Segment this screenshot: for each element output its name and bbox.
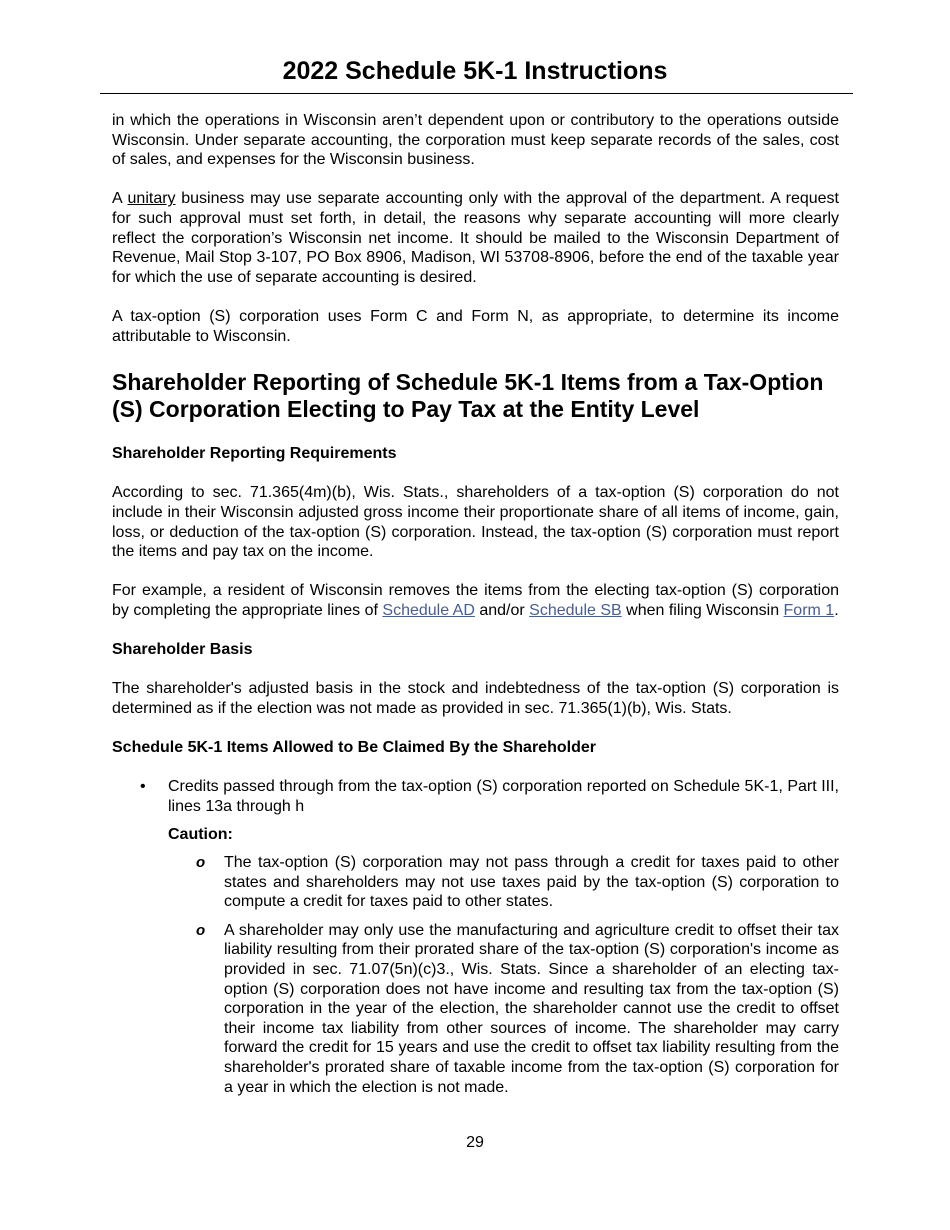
caution-text: A shareholder may only use the manufacturing and agriculture credit to offset their tax liability resulting from their prorated share of the tax-option (S) corporation's income as provided in sec. 71.07(5n)(c)3., Wis. Stats. Since a shareholder of an electing tax-option (S) corporation does not have income and resulting tax from the tax-option (S) corporation in the year of the election, the shareholder cannot use the credit to offset their income tax liability from other sources of income. The shareholder may carry forward the credit for 15 years and use the credit to offset tax liability resulting from the shareholder's prorated share of taxable income from the tax-option (S) corporation for a year in which the election is not made. [224, 921, 839, 1096]
reporting-requirements-heading: Shareholder Reporting Requirements [112, 445, 397, 463]
sub-bullet-icon: o [196, 921, 206, 939]
schedule-sb-link[interactable]: Schedule SB [529, 601, 622, 619]
header-divider [100, 93, 853, 94]
intro-paragraph-2 [112, 189, 839, 287]
allowed-items-heading: Schedule 5K-1 Items Allowed to Be Claimed By the Shareholder [112, 739, 596, 757]
text-fragment: . [834, 601, 839, 619]
list-item [112, 777, 839, 816]
reporting-paragraph-1: According to sec. 71.365(4m)(b), Wis. Stats., shareholders of a tax-option (S) corporation do not include in their Wisconsin adjusted gross income their proportionate share of all items of income, gain, loss, or deduction of the tax-option (S) corporation. Instead, the tax-option (S) corporation must report the items and pay tax on the income. [112, 484, 839, 561]
form-1-link[interactable]: Form 1 [783, 601, 835, 619]
caution-label: Caution: [168, 826, 233, 844]
section-heading: Shareholder Reporting of Schedule 5K-1 Items from a Tax-Option (S) Corporation Electing to Pay Tax at the Entity Level [112, 369, 824, 423]
sub-bullet-icon: o [196, 854, 206, 871]
caution-item [112, 853, 839, 912]
reporting-paragraph-2 [112, 581, 839, 620]
document-body [112, 111, 839, 1097]
basis-paragraph: The shareholder's adjusted basis in the stock and indebtedness of the tax-option (S) corporation is determined as if the election was not made as provided in sec. 71.365(1)(b), Wis. Stats. [112, 680, 839, 717]
schedule-ad-link[interactable]: Schedule AD [382, 601, 475, 619]
intro-paragraph-1: in which the operations in Wisconsin aren’t dependent upon or contributory to the operations outside Wisconsin. Under separate accounting, the corporation must keep separate records of the sales, cost of sales, and expenses for the Wisconsin business. [112, 112, 839, 169]
page-number: 29 [466, 1134, 484, 1151]
bullet-text: Credits passed through from the tax-option (S) corporation reported on Schedule 5K-1, Part III, lines 13a through h [168, 778, 839, 815]
text-fragment: For example, a resident of Wisconsin removes the items from the electing tax-option (S) corporation by completing the appropriate lines of [112, 582, 839, 619]
bullet-icon: • [140, 778, 146, 796]
shareholder-basis-heading: Shareholder Basis [112, 641, 253, 659]
text-fragment: and/or [474, 601, 530, 619]
intro-paragraph-3: A tax-option (S) corporation uses Form C and Form N, as appropriate, to determine its income attributable to Wisconsin. [112, 307, 839, 345]
caution-text: The tax-option (S) corporation may not pass through a credit for taxes paid to other states and shareholders may not use taxes paid by the tax-option (S) corporation to compute a credit for taxes paid to other states. [224, 854, 839, 911]
text-fragment: when filing Wisconsin [621, 601, 784, 619]
caution-item [112, 921, 839, 1097]
text-fragment: A [112, 190, 128, 208]
page-title: 2022 Schedule 5K-1 Instructions [282, 57, 668, 85]
text-fragment: business may use separate accounting only with the approval of the department. A request for such approval must set forth, in detail, the reasons why separate accounting will more clearly reflect the corporation’s Wisconsin net income. It should be mailed to the Wisconsin Department of Revenue, Mail Stop 3-107, PO Box 8906, Madison, WI 53708-8906, before the end of the taxable year for which the use of separate accounting is desired. [112, 190, 840, 286]
unitary-term: unitary [127, 190, 176, 208]
